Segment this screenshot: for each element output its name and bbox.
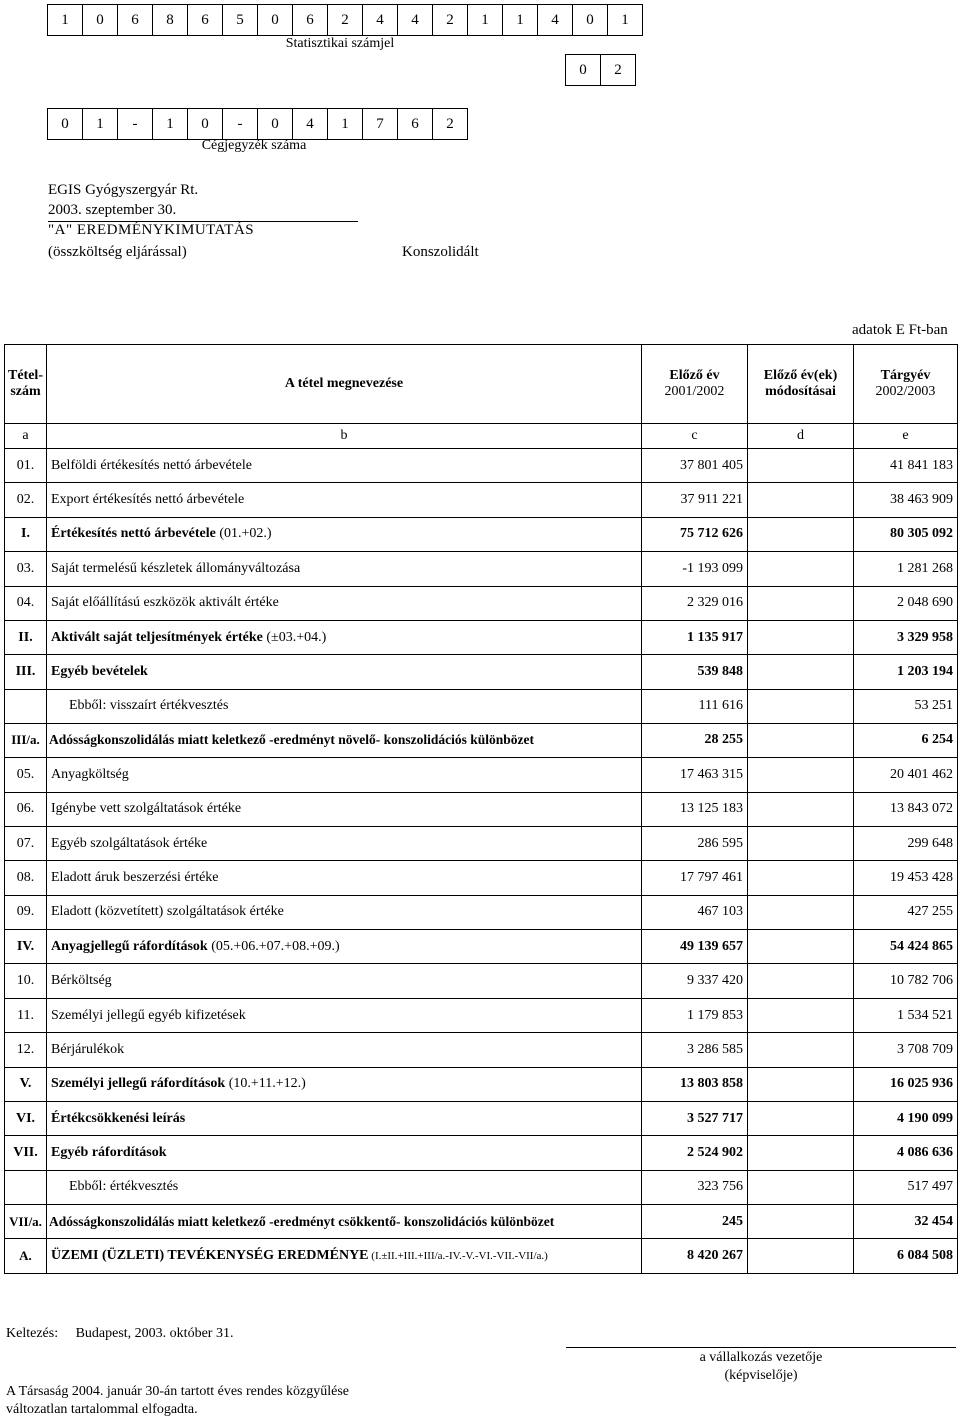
row-modification-value [748, 517, 854, 551]
column-letter: b [47, 424, 642, 449]
row-item-no: 09. [5, 895, 47, 929]
row-current-year-value: 20 401 462 [854, 758, 958, 792]
row-prev-year-value: 17 463 315 [642, 758, 748, 792]
report-date: 2003. szeptember 30. [48, 202, 177, 218]
row-item-name [47, 483, 642, 517]
reg-digit: 0 [257, 108, 293, 140]
row-prev-year-value: 245 [642, 1204, 748, 1238]
row-modification-value [748, 861, 854, 895]
registry-number-label: Cégjegyzék száma [201, 138, 307, 153]
row-name-text: Belföldi értékesítés nettó árbevétele [51, 457, 252, 473]
row-current-year-value: 299 648 [854, 826, 958, 860]
row-item-no: III/a. [5, 723, 47, 757]
row-current-year-value: 4 190 099 [854, 1102, 958, 1136]
row-modification-value [748, 1067, 854, 1101]
reg-digit: - [222, 108, 258, 140]
row-prev-year-value: -1 193 099 [642, 552, 748, 586]
reg-digit: 7 [362, 108, 398, 140]
row-item-no: 10. [5, 964, 47, 998]
row-item-no: 03. [5, 552, 47, 586]
row-item-no: 12. [5, 1033, 47, 1067]
header-current-year: Tárgyév 2002/2003 [854, 345, 958, 424]
column-letter: d [748, 424, 854, 449]
row-name-text: Egyéb szolgáltatások értéke [51, 835, 208, 851]
row-modification-value [748, 1239, 854, 1273]
table-row [5, 758, 958, 792]
table-row [5, 620, 958, 654]
row-name-text: Személyi jellegű ráfordítások [51, 1076, 226, 1092]
row-modification-value [748, 930, 854, 964]
row-current-year-value: 427 255 [854, 895, 958, 929]
row-prev-year-value: 8 420 267 [642, 1239, 748, 1273]
stat-digit: 2 [327, 4, 363, 36]
reg-digit: 0 [187, 108, 223, 140]
row-item-name [47, 723, 642, 757]
row-prev-year-value: 323 756 [642, 1170, 748, 1204]
row-item-no: III. [5, 655, 47, 689]
column-letters-row [5, 424, 958, 449]
row-item-name [47, 1239, 642, 1273]
row-name-text: Saját termelésű készletek állományváltozása [51, 560, 301, 576]
row-item-name [47, 552, 642, 586]
row-modification-value [748, 655, 854, 689]
row-prev-year-value: 28 255 [642, 723, 748, 757]
row-current-year-value: 3 708 709 [854, 1033, 958, 1067]
statistical-number-label: Statisztikai számjel [285, 36, 395, 51]
column-letter: a [5, 424, 47, 449]
table-row [5, 586, 958, 620]
row-item-name [47, 1102, 642, 1136]
stat-digit: 1 [607, 4, 643, 36]
row-current-year-value: 517 497 [854, 1170, 958, 1204]
row-current-year-value: 38 463 909 [854, 483, 958, 517]
table-row [5, 655, 958, 689]
row-name-formula: (05.+06.+07.+08.+09.) [207, 938, 340, 954]
table-row [5, 998, 958, 1032]
row-modification-value [748, 689, 854, 723]
stat-digit: 1 [467, 4, 503, 36]
row-name-text: Értékesítés nettó árbevétele [51, 526, 216, 542]
row-item-no: A. [5, 1239, 47, 1273]
table-row [5, 689, 958, 723]
table-row [5, 930, 958, 964]
row-prev-year-value: 2 524 902 [642, 1136, 748, 1170]
row-prev-year-value: 17 797 461 [642, 861, 748, 895]
code-digit: 2 [600, 54, 636, 86]
row-name-text: Adósságkonszolidálás miatt keletkező -eredményt csökkentő- konszolidációs különbözet [49, 1213, 555, 1229]
reg-digit: 1 [327, 108, 363, 140]
table-row [5, 1204, 958, 1238]
row-prev-year-value: 1 135 917 [642, 620, 748, 654]
reg-digit: 2 [432, 108, 468, 140]
row-modification-value [748, 792, 854, 826]
row-current-year-value: 32 454 [854, 1204, 958, 1238]
row-modification-value [748, 826, 854, 860]
row-item-no [5, 689, 47, 723]
row-modification-value [748, 620, 854, 654]
row-prev-year-value: 13 125 183 [642, 792, 748, 826]
row-item-no: 05. [5, 758, 47, 792]
reg-digit: - [117, 108, 153, 140]
row-current-year-value: 54 424 865 [854, 930, 958, 964]
row-item-name [47, 826, 642, 860]
row-name-text: Bérjárulékok [51, 1041, 125, 1057]
row-name-text: Értékcsökkenési leírás [51, 1110, 186, 1126]
table-row [5, 483, 958, 517]
table-row [5, 792, 958, 826]
unit-note: adatok E Ft-ban [852, 322, 948, 338]
row-modification-value [748, 1204, 854, 1238]
reg-digit: 4 [292, 108, 328, 140]
stat-digit: 1 [502, 4, 538, 36]
row-prev-year-value: 3 527 717 [642, 1102, 748, 1136]
stat-digit: 4 [537, 4, 573, 36]
table-row [5, 517, 958, 551]
column-letter: e [854, 424, 958, 449]
stat-digit: 6 [187, 4, 223, 36]
row-item-no: 01. [5, 449, 47, 483]
table-row [5, 964, 958, 998]
row-item-no: 08. [5, 861, 47, 895]
row-prev-year-value: 3 286 585 [642, 1033, 748, 1067]
row-current-year-value: 10 782 706 [854, 964, 958, 998]
reg-digit: 1 [82, 108, 118, 140]
row-name-text: Anyagjellegű ráfordítások [51, 938, 208, 954]
row-current-year-value: 16 025 936 [854, 1067, 958, 1101]
registry-number-boxes [48, 108, 468, 140]
row-item-no: II. [5, 620, 47, 654]
row-prev-year-value: 13 803 858 [642, 1067, 748, 1101]
row-current-year-value: 19 453 428 [854, 861, 958, 895]
table-row [5, 1033, 958, 1067]
row-name-text: Export értékesítés nettó árbevétele [51, 492, 245, 508]
row-item-name [47, 449, 642, 483]
row-name-formula: (01.+02.) [215, 526, 272, 542]
row-current-year-value: 41 841 183 [854, 449, 958, 483]
row-modification-value [748, 552, 854, 586]
stat-digit: 4 [362, 4, 398, 36]
row-item-name [47, 964, 642, 998]
row-prev-year-value: 1 179 853 [642, 998, 748, 1032]
row-item-name [47, 895, 642, 929]
row-item-name [47, 861, 642, 895]
row-item-no: V. [5, 1067, 47, 1101]
row-item-no: 07. [5, 826, 47, 860]
row-modification-value [748, 483, 854, 517]
row-prev-year-value: 111 616 [642, 689, 748, 723]
table-row [5, 1102, 958, 1136]
row-name-text: Eladott áruk beszerzési értéke [51, 869, 219, 885]
table-row [5, 1170, 958, 1204]
row-item-no: VI. [5, 1102, 47, 1136]
reg-digit: 0 [47, 108, 83, 140]
table-header-row [5, 345, 958, 424]
row-item-name [47, 655, 642, 689]
stat-digit: 6 [117, 4, 153, 36]
row-name-text: Személyi jellegű egyéb kifizetések [51, 1007, 246, 1023]
header-prev-modifications: Előző év(ek) módosításai [748, 345, 854, 424]
stat-digit: 5 [222, 4, 258, 36]
table-row [5, 1136, 958, 1170]
stat-digit: 6 [292, 4, 328, 36]
signature-line [566, 1347, 956, 1348]
row-name-formula: (±03.+04.) [262, 629, 327, 645]
signature-label-1: a vállalkozás vezetője [699, 1350, 823, 1365]
row-prev-year-value: 467 103 [642, 895, 748, 929]
row-prev-year-value: 2 329 016 [642, 586, 748, 620]
stat-digit: 0 [572, 4, 608, 36]
stat-digit: 0 [82, 4, 118, 36]
row-item-name [47, 689, 642, 723]
statistical-number-boxes [48, 4, 643, 36]
row-prev-year-value: 75 712 626 [642, 517, 748, 551]
place-date: Keltezés: Budapest, 2003. október 31. [6, 1326, 234, 1341]
row-current-year-value: 6 084 508 [854, 1239, 958, 1273]
row-current-year-value: 3 329 958 [854, 620, 958, 654]
row-item-name [47, 1033, 642, 1067]
row-prev-year-value: 37 801 405 [642, 449, 748, 483]
row-item-name [47, 1170, 642, 1204]
row-name-text: Anyagköltség [51, 766, 129, 782]
header-item-name: A tétel megnevezése [47, 345, 642, 424]
row-current-year-value: 1 281 268 [854, 552, 958, 586]
row-item-no: VII. [5, 1136, 47, 1170]
code-digit: 0 [565, 54, 601, 86]
row-item-name [47, 1136, 642, 1170]
company-name: EGIS Gyógyszergyár Rt. [48, 182, 199, 198]
row-item-no: 06. [5, 792, 47, 826]
stat-digit: 1 [47, 4, 83, 36]
row-modification-value [748, 1033, 854, 1067]
row-current-year-value: 53 251 [854, 689, 958, 723]
row-item-no [5, 1170, 47, 1204]
row-item-no: 04. [5, 586, 47, 620]
row-name-text: ÜZEMI (ÜZLETI) TEVÉKENYSÉG EREDMÉNYE [51, 1247, 369, 1263]
table-row [5, 1239, 958, 1273]
row-item-no: I. [5, 517, 47, 551]
row-item-name [47, 517, 642, 551]
row-item-no: IV. [5, 930, 47, 964]
row-current-year-value: 1 534 521 [854, 998, 958, 1032]
row-name-formula: (10.+11.+12.) [225, 1076, 306, 1092]
row-name-text: Aktivált saját teljesítmények értéke [51, 629, 263, 645]
table-row [5, 826, 958, 860]
row-current-year-value: 13 843 072 [854, 792, 958, 826]
row-modification-value [748, 1170, 854, 1204]
row-modification-value [748, 998, 854, 1032]
row-name-text: Bérköltség [51, 973, 112, 989]
row-current-year-value: 1 203 194 [854, 655, 958, 689]
stat-digit: 4 [397, 4, 433, 36]
row-name-text: Ebből: értékvesztés [69, 1179, 179, 1195]
table-row [5, 449, 958, 483]
row-item-name [47, 1204, 642, 1238]
row-name-formula: (I.±II.+III.+III/a.-IV.-V.-VI.-VII.-VII/a.) [368, 1249, 548, 1262]
row-item-name [47, 792, 642, 826]
row-name-text: Igénybe vett szolgáltatások értéke [51, 801, 242, 817]
consolidated-label: Konszolidált [402, 244, 479, 260]
row-modification-value [748, 586, 854, 620]
row-current-year-value: 4 086 636 [854, 1136, 958, 1170]
row-modification-value [748, 758, 854, 792]
row-current-year-value: 80 305 092 [854, 517, 958, 551]
signature-label-2: (képviselője) [724, 1368, 798, 1383]
row-modification-value [748, 895, 854, 929]
row-item-name [47, 620, 642, 654]
stat-digit: 0 [257, 4, 293, 36]
report-title: "A" EREDMÉNYKIMUTATÁS [48, 222, 255, 238]
table-row [5, 552, 958, 586]
row-prev-year-value: 49 139 657 [642, 930, 748, 964]
row-item-no: VII/a. [5, 1204, 47, 1238]
row-modification-value [748, 1136, 854, 1170]
row-prev-year-value: 539 848 [642, 655, 748, 689]
row-modification-value [748, 449, 854, 483]
reg-digit: 6 [397, 108, 433, 140]
row-name-text: Saját előállítású eszközök aktivált értéke [51, 595, 279, 611]
table-row [5, 895, 958, 929]
row-modification-value [748, 964, 854, 998]
row-item-name [47, 930, 642, 964]
header-prev-year: Előző év 2001/2002 [642, 345, 748, 424]
row-prev-year-value: 286 595 [642, 826, 748, 860]
stat-digit: 8 [152, 4, 188, 36]
row-item-name [47, 758, 642, 792]
row-modification-value [748, 1102, 854, 1136]
row-name-text: Eladott (közvetített) szolgáltatások értéke [51, 904, 284, 920]
report-subtitle: (összköltség eljárással) [48, 244, 187, 260]
row-current-year-value: 6 254 [854, 723, 958, 757]
row-prev-year-value: 9 337 420 [642, 964, 748, 998]
row-prev-year-value: 37 911 221 [642, 483, 748, 517]
row-item-no: 11. [5, 998, 47, 1032]
row-name-text: Adósságkonszolidálás miatt keletkező -eredményt növelő- konszolidációs különbözet [49, 732, 535, 748]
column-letter: c [642, 424, 748, 449]
table-row [5, 1067, 958, 1101]
approval-note-2: változatlan tartalommal elfogadta. [6, 1402, 198, 1417]
row-current-year-value: 2 048 690 [854, 586, 958, 620]
stat-digit: 2 [432, 4, 468, 36]
income-statement-table [4, 344, 958, 1274]
row-item-no: 02. [5, 483, 47, 517]
table-row [5, 723, 958, 757]
header-item-no: Tétel- szám [5, 345, 47, 424]
table-row [5, 861, 958, 895]
row-name-text: Ebből: visszaírt értékvesztés [69, 698, 229, 714]
reg-digit: 1 [152, 108, 188, 140]
row-item-name [47, 1067, 642, 1101]
row-name-text: Egyéb bevételek [51, 664, 148, 680]
row-name-text: Egyéb ráfordítások [51, 1145, 167, 1161]
row-item-name [47, 586, 642, 620]
row-item-name [47, 998, 642, 1032]
approval-note-1: A Társaság 2004. január 30-án tartott éves rendes közgyűlése [6, 1384, 350, 1399]
code-boxes [566, 54, 636, 86]
row-modification-value [748, 723, 854, 757]
